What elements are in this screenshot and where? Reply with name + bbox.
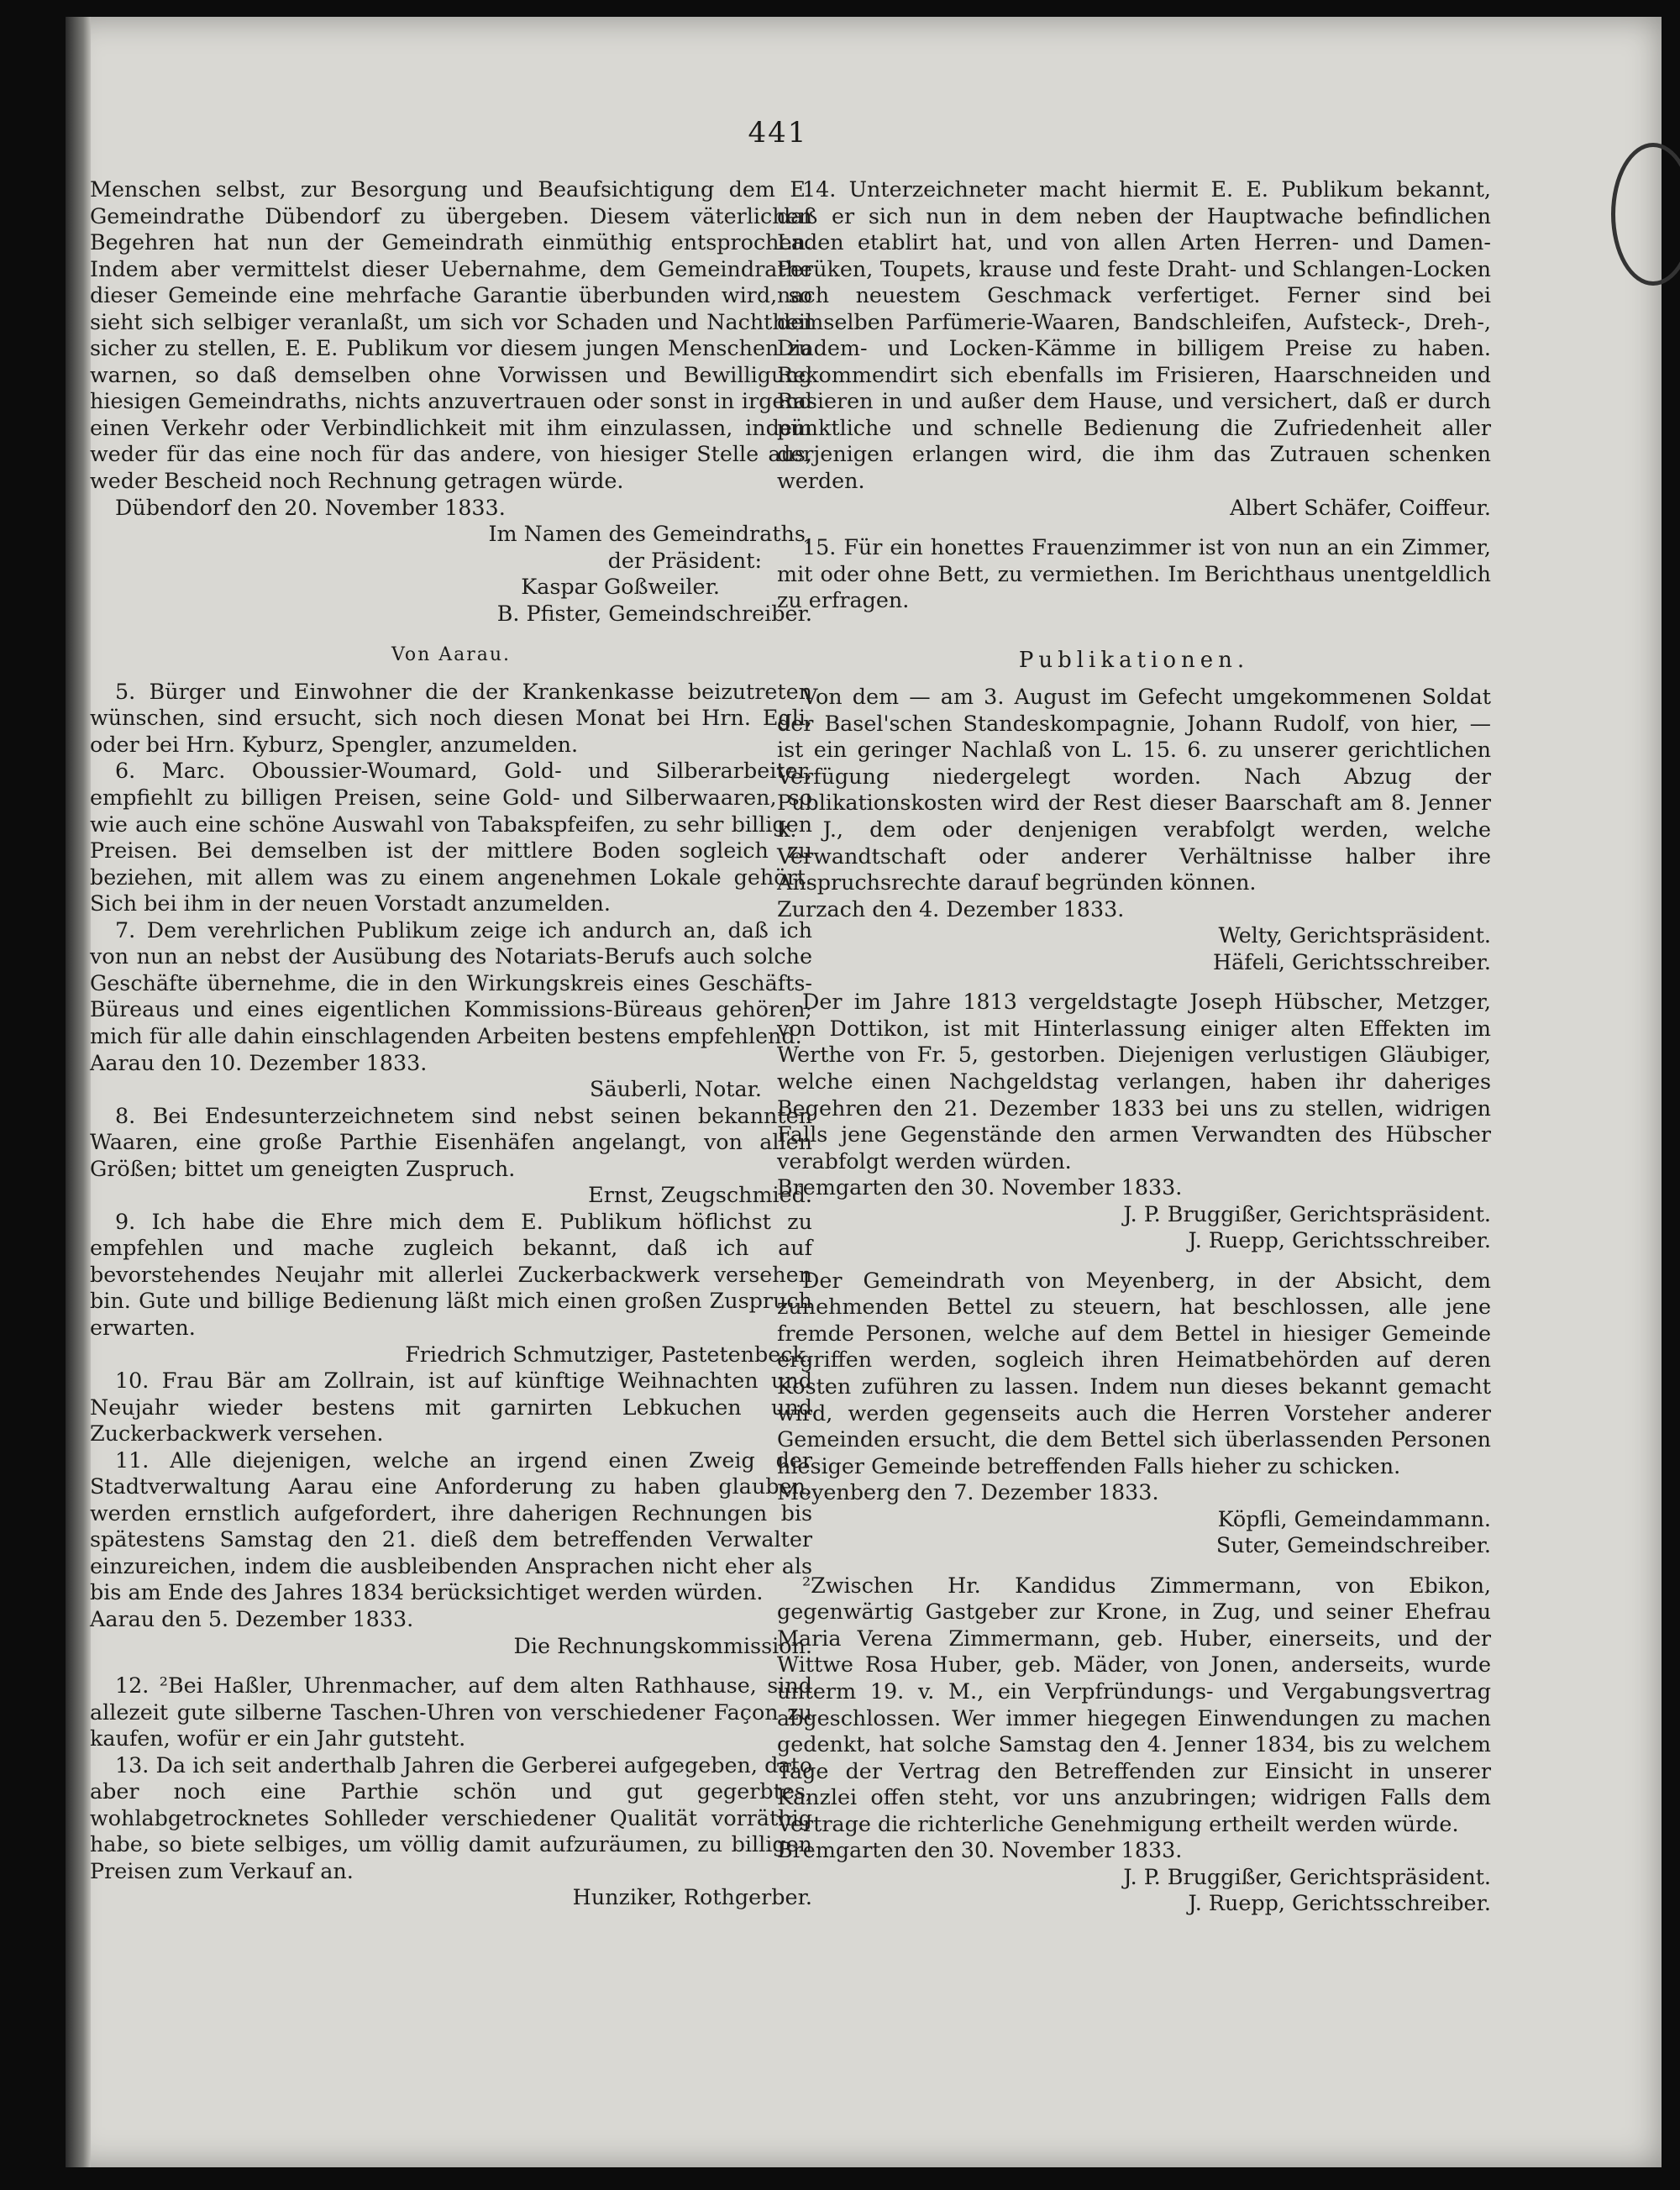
signature-line: J. P. Bruggißer, Gerichtspräsident.: [1123, 1863, 1491, 1889]
notice-5: 5. Bürger und Einwohner die der Krankenkasse beizutreten wünschen, sind ersucht, sich noch diesen Monat bei Hrn. Egli, oder bei Hrn. Kyburz, Spengler, anzumelden.: [90, 678, 812, 757]
book-gutter: [66, 17, 91, 2167]
signature-line: Ernst, Zeugschmied.: [588, 1182, 812, 1208]
section-heading-publikationen: Publikationen.: [1018, 647, 1250, 673]
notice-14: 14. Unterzeichneter macht hiermit E. E. Publikum bekannt, daß er sich nun in dem neben der Hauptwache befindlichen Laden etablirt hat, und von allen Arten Herren- und Damen-Perüken, Toupets, krause und feste Draht- und Schlangen-Locken nach neuestem Geschmack verfertiget. Ferner sind bei demselben Parfümerie-Waaren, Bandschleifen, Aufsteck-, Dreh-, Diadem- und Locken-Kämme in billigem Preise zu haben. Rekommendirt sich ebenfalls im Frisieren, Haarschneiden und Rasieren in und außer dem Hause, und versichert, daß er durch pünktliche und schnelle Bedienung die Zufriedenheit aller derjenigen erlangen wird, die ihm das Zutrauen schenken werden.: [777, 176, 1491, 494]
notice-9: 9. Ich habe die Ehre mich dem E. Publikum höflichst zu empfehlen und mache zugleich bekannt, daß ich auf bevorstehendes Neujahr mit allerlei Zuckerbackwerk versehen bin. Gute und billige Bedienung läßt mich einen großen Zuspruch erwarten.: [90, 1208, 812, 1340]
notice-13: 13. Da ich seit anderthalb Jahren die Gerberei aufgegeben, dato aber noch eine Parthie schön und gut gegerbtes, wohlabgetrocknetes Sohlleder verschiedener Qualität vorräthig habe, so biete selbiges, um völlig damit aufzuräumen, zu billigen Preisen zum Verkauf an.: [90, 1751, 812, 1883]
signature-line: Die Rechnungskommission.: [513, 1632, 812, 1658]
right-column: [777, 176, 1491, 1917]
notice-7: 7. Dem verehrlichen Publikum zeige ich andurch an, daß ich von nun an nebst der Ausübung des Notariats-Berufs auch solche Geschäfte übernehme, die in den Wirkungskreis eines Geschäfts-Büreaus und eines eigentlichen Kommissions-Büreaus gehören; mich für alle dahin einschlagenden Arbeiten bestens empfehlend.: [90, 916, 812, 1048]
notice-10: 10. Frau Bär am Zollrain, ist auf künftige Weihnachten und Neujahr wieder bestens mit garnirten Lebkuchen und Zuckerbackwerk versehen.: [90, 1368, 812, 1447]
signature-line: Häfeli, Gerichtsschreiber.: [1212, 948, 1491, 974]
signature-line: Köpfli, Gemeindammann.: [1217, 1505, 1491, 1531]
signature-line: J. Ruepp, Gerichtsschreiber.: [1188, 1890, 1491, 1916]
signature-line: Friedrich Schmutziger, Pastetenbeck.: [405, 1341, 812, 1367]
signature-line: Welty, Gerichtspräsident.: [1218, 922, 1491, 948]
signature-line: Im Namen des Gemeindraths,: [488, 521, 812, 547]
notice-duebendorf-text: Menschen selbst, zur Besorgung und Beaufsichtigung dem E. Gemeindrathe Dübendorf zu übergeben. Diesem väterlichen Begehren hat nun der Gemeindrath einmüthig entsprochen. Indem aber vermittelst dieser Uebernahme, dem Gemeindrathe dieser Gemeinde eine mehrfache Garantie überbunden wird, so sieht sich selbiger veranlaßt, um sich vor Schaden und Nachtheil sicher zu stellen, E. E. Publikum vor diesem jungen Menschen zu warnen, so daß demselben ohne Vorwissen und Bewilligung hiesigen Gemeindraths, nichts anzuvertrauen oder sonst in irgend einen Verkehr oder Verbindlichkeit mit ihm einzulassen, indem weder für das eine noch für das andere, von hiesiger Stelle aus, weder Bescheid noch Rechnung getragen würde.: [90, 176, 812, 494]
page-number: 441: [748, 116, 808, 150]
signature-line: B. Pfister, Gemeindschreiber.: [496, 600, 812, 626]
section-heading-aarau: Von Aarau.: [391, 644, 512, 666]
signature-line: J. P. Bruggißer, Gerichtspräsident.: [1123, 1200, 1491, 1226]
publication-zurzach: Von dem — am 3. August im Gefecht umgekommenen Soldat der Basel'schen Standeskompagnie, Johann Rudolf, von hier, — ist ein geringer Nachlaß von L. 15. 6. zu unserer gerichtlichen Verfügung niedergelegt worden. Nach Abzug der Publikationskosten wird der Rest dieser Baarschaft am 8. Jenner k. J., dem oder denjenigen verabfolgt werden, welche Verwandtschaft oder anderer Verhältnisse halber ihre Anspruchsrechte darauf begründen können.: [777, 684, 1491, 895]
notice-duebendorf-date: Dübendorf den 20. November 1833.: [115, 494, 506, 520]
publication-zurzach-date: Zurzach den 4. Dezember 1833.: [777, 895, 1125, 922]
signature-line: Albert Schäfer, Coiffeur.: [1230, 494, 1491, 520]
publication-zimmermann: ²Zwischen Hr. Kandidus Zimmermann, von Ebikon, gegenwärtig Gastgeber zur Krone, in Zug, und seiner Ehefrau Maria Verena Zimmermann, geb. Huber, einerseits, und der Wittwe Rosa Huber, geb. Mäder, von Jonen, anderseits, wurde unterm 19. v. M., ein Verpfründungs- und Vergabungsvertrag abgeschlossen. Wer immer hiegegen Einwendungen zu machen gedenkt, hat solche Samstag den 4. Jenner 1834, bis zu welchem Tage der Vertrag den Betreffenden zur Einsicht in unserer Kanzlei offen steht, vor uns anzubringen; widrigen Falls dem Vertrage die richterliche Genehmigung ertheilt werden würde.: [777, 1572, 1491, 1836]
notice-12: 12. ²Bei Haßler, Uhrenmacher, auf dem alten Rathhause, sind allezeit gute silberne Taschen-Uhren von verschiedener Façon zu kaufen, wofür er ein Jahr gutsteht.: [90, 1673, 812, 1751]
notice-15: 15. Für ein honettes Frauenzimmer ist von nun an ein Zimmer, mit oder ohne Bett, zu vermiethen. Im Berichthaus unentgeldlich zu erfragen.: [777, 534, 1491, 613]
notice-8: 8. Bei Endesunterzeichnetem sind nebst seinen bekannten Waaren, eine große Parthie Eisenhäfen angelangt, von allen Größen; bittet um geneigten Zuspruch.: [90, 1102, 812, 1181]
signature-line: Hunziker, Rothgerber.: [572, 1884, 812, 1910]
notice-6: 6. Marc. Oboussier-Woumard, Gold- und Silberarbeiter, empfiehlt zu billigen Preisen, seine Gold- und Silberwaaren, so wie auch eine schöne Auswahl von Tabakspfeifen, zu sehr billigen Preisen. Bei demselben ist der mittlere Boden sogleich zu beziehen, mit allem was zu einem angenehmen Lokale gehört. Sich bei ihm in der neuen Vorstadt anzumelden.: [90, 758, 812, 916]
notice-7-date: Aarau den 10. Dezember 1833.: [90, 1049, 428, 1075]
library-stamp: [1611, 143, 1680, 286]
signature-line: Säuberli, Notar.: [590, 1076, 762, 1102]
signature-line: Suter, Gemeindschreiber.: [1215, 1532, 1491, 1558]
notice-11-date: Aarau den 5. Dezember 1833.: [90, 1605, 414, 1631]
publication-huebscher-date: Bremgarten den 30. November 1833.: [777, 1174, 1183, 1200]
notice-11: 11. Alle diejenigen, welche an irgend einen Zweig der Stadtverwaltung Aarau eine Anforderung zu haben glauben, werden ernstlich aufgefordert, ihre daherigen Rechnungen bis spätestens Samstag den 21. dieß dem betreffenden Verwalter einzureichen, indem die ausbleibenden Ansprachen nicht eher als bis am Ende des Jahres 1834 berücksichtiget werden würden.: [90, 1447, 812, 1605]
signature-line: J. Ruepp, Gerichtsschreiber.: [1188, 1227, 1491, 1253]
signature-line: Kaspar Goßweiler.: [521, 574, 720, 600]
publication-zimmermann-date: Bremgarten den 30. November 1833.: [777, 1837, 1183, 1863]
publication-huebscher: Der im Jahre 1813 vergeldstagte Joseph Hübscher, Metzger, von Dottikon, ist mit Hinterlassung einiger alten Effekten im Werthe von Fr. 5, gestorben. Diejenigen verlustigen Gläubiger, welche einen Nachgeldstag verlangen, haben ihr daheriges Begehren den 21. Dezember 1833 bei uns zu stellen, widrigen Falls jene Gegenstände den armen Verwandten des Hübscher verabfolgt werden würden.: [777, 989, 1491, 1174]
publication-meyenberg: Der Gemeindrath von Meyenberg, in der Absicht, dem zunehmenden Bettel zu steuern, hat beschlossen, alle jene fremde Personen, welche auf dem Bettel in hiesiger Gemeinde ergriffen werden, sogleich ihren Heimatbehörden auf deren Kosten zuführen zu lassen. Indem nun dieses bekannt gemacht wird, werden gegenseits auch die Herren Vorsteher anderer Gemeinden ersucht, die dem Bettel sich überlassenden Personen hiesiger Gemeinde betreffenden Falls hieher zu schicken.: [777, 1267, 1491, 1478]
publication-meyenberg-date: Meyenberg den 7. Dezember 1833.: [777, 1479, 1159, 1505]
left-column: [90, 176, 812, 1911]
signature-line: der Präsident:: [607, 547, 762, 573]
